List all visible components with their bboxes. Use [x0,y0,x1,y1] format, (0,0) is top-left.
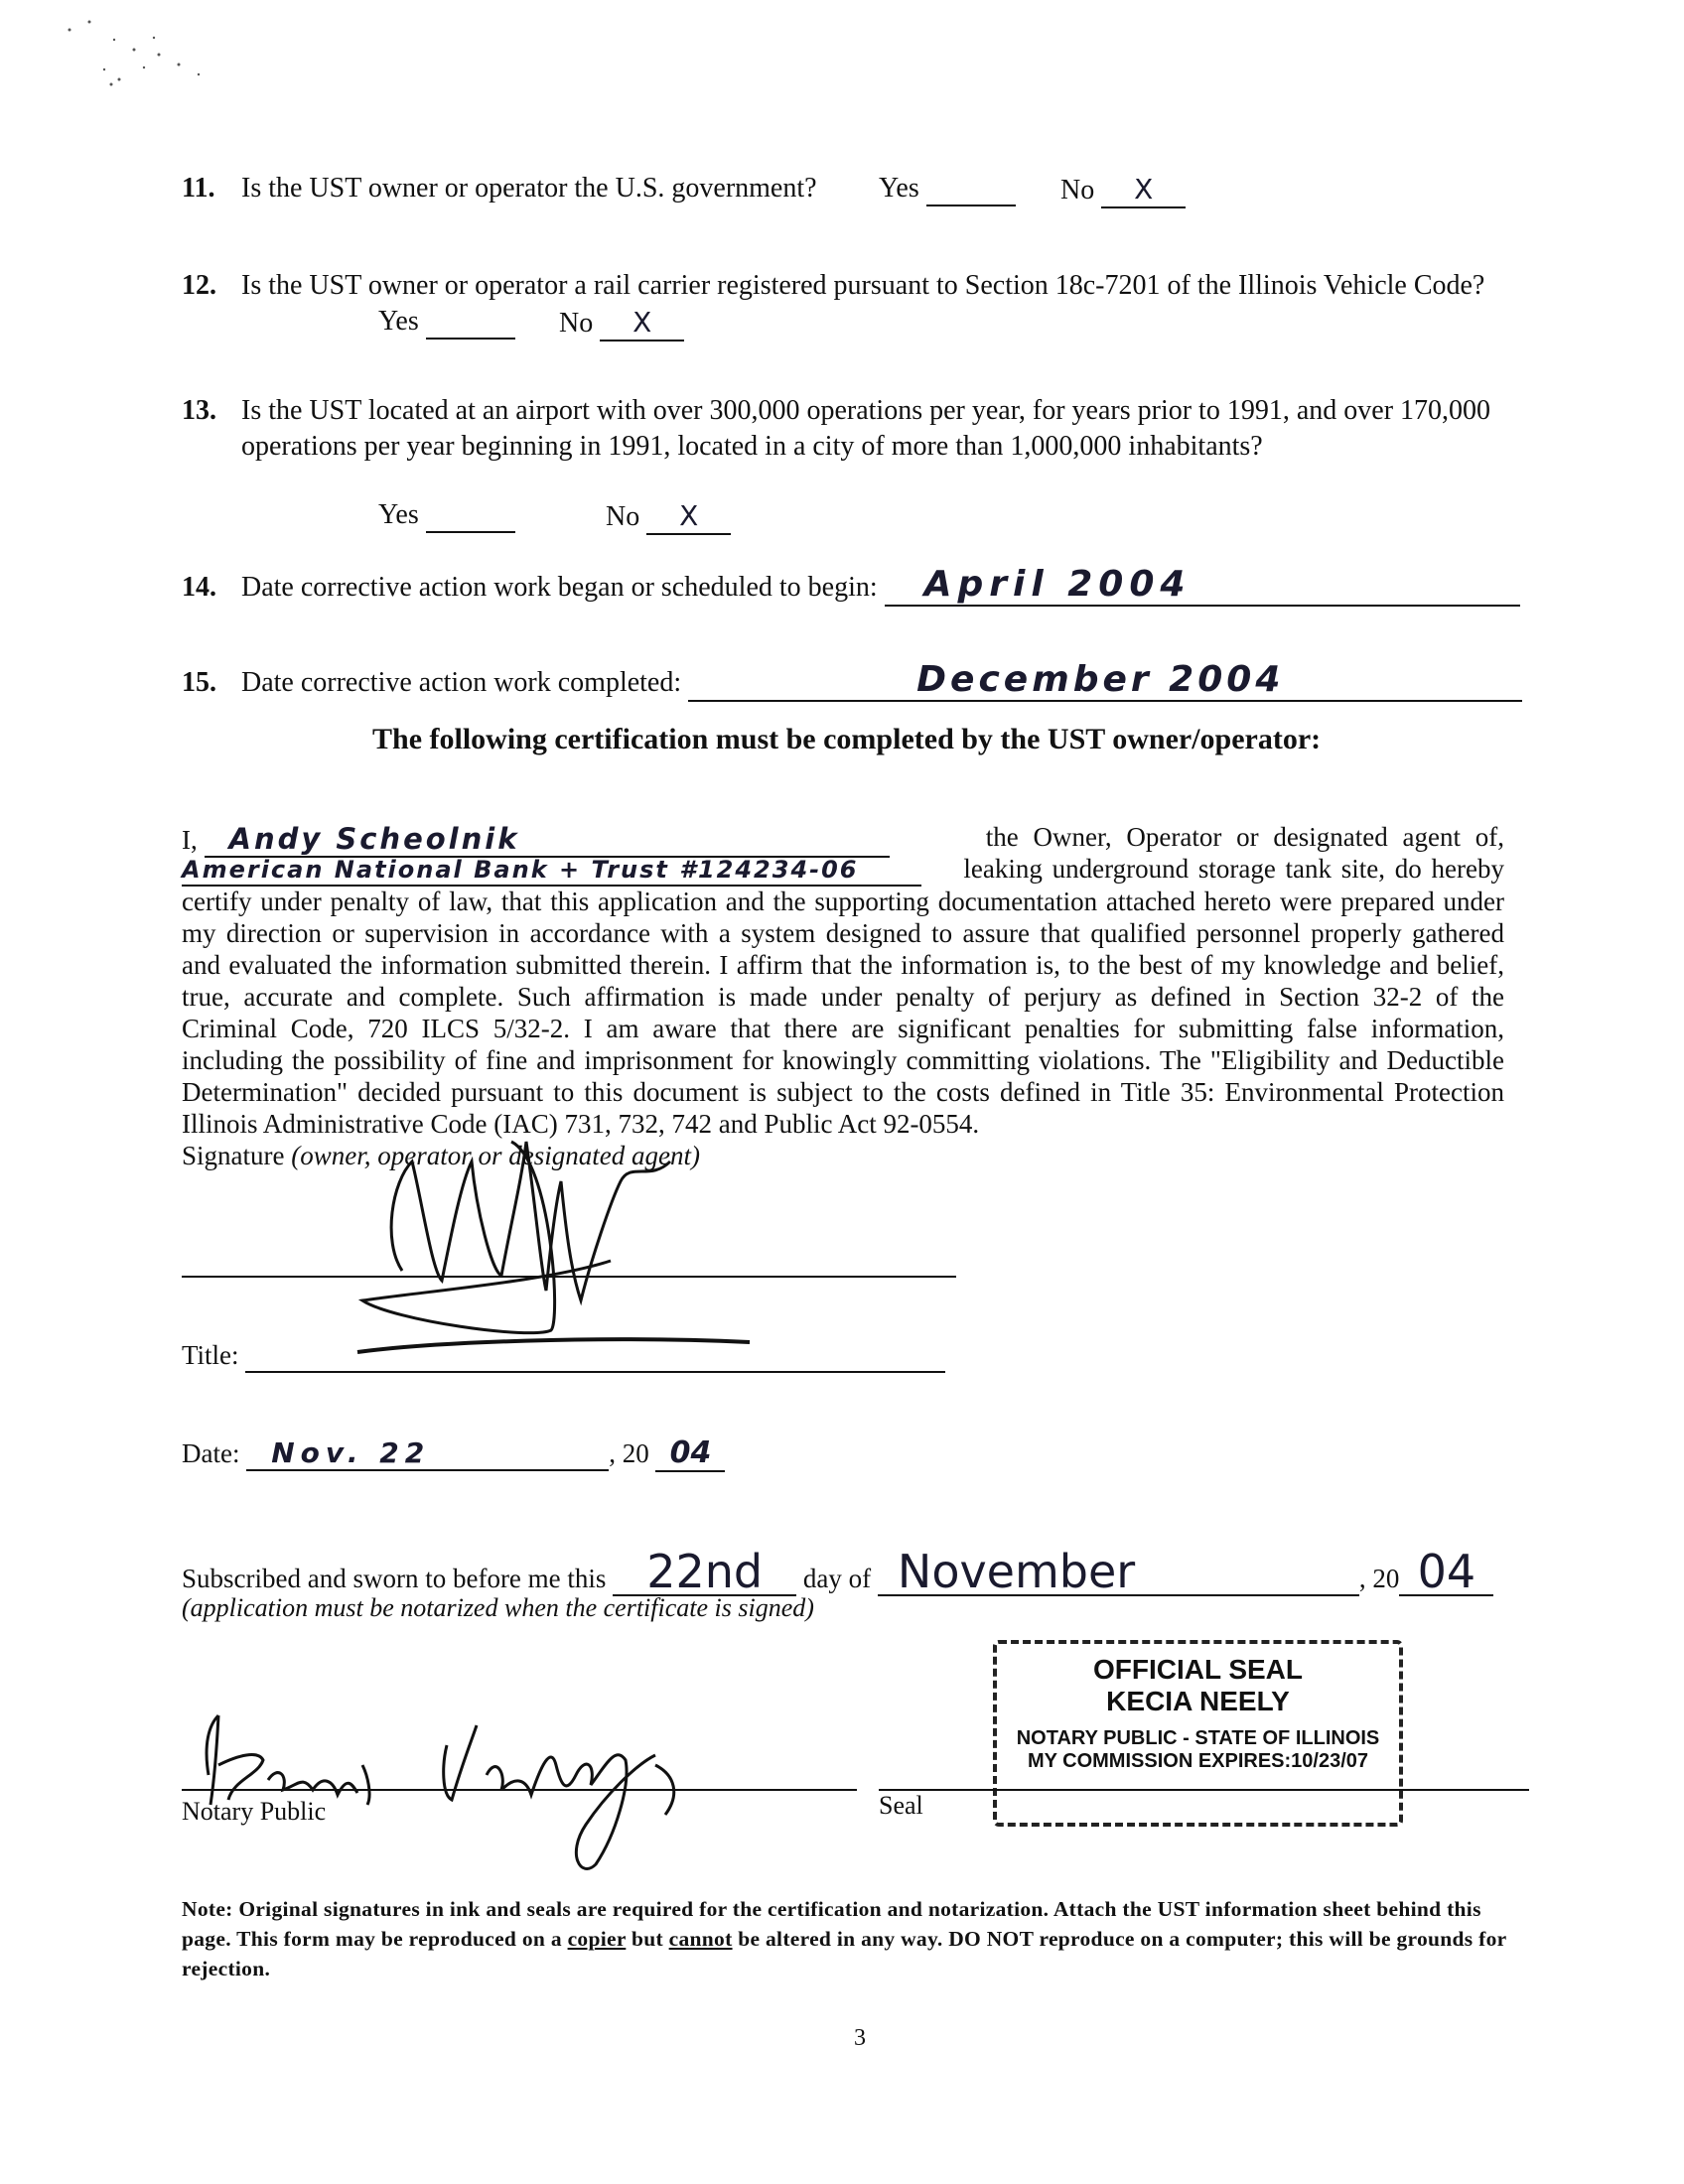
seal-line: KECIA NEELY [1106,1686,1290,1716]
certifier-name: Andy Scheolnik [228,822,520,856]
official-seal-stamp [993,1640,1403,1827]
answer-mark: X [1134,173,1154,205]
notarize-instruction: (application must be notarized when the certificate is signed) [182,1593,814,1622]
question-text: Date corrective action work completed: [241,667,682,698]
notary-label: Notary Public [182,1797,327,1826]
signature-label: Signature [182,1141,285,1170]
question-15 [182,659,1522,702]
certification-heading: The following certification must be completed by the UST owner/operator: [372,723,1322,755]
seal-line[interactable] [879,1789,1529,1791]
question-number: 12. [182,270,216,301]
question-text: Is the UST owner or operator the U.S. government? [241,173,817,204]
day-of-label: day of [802,1564,872,1593]
cert-role-text: the Owner, Operator or designated agent of, [985,822,1504,852]
q11-yes [879,173,1016,206]
owner-signature-icon [352,1122,770,1370]
sworn-row [182,1545,1493,1598]
cert-last-line: Illinois Administrative Code (IAC) 731, 732, 742 and Public Act 92-0554. [182,1109,980,1139]
yes-blank[interactable] [426,499,515,533]
question-text: operations per year beginning in 1991, located in a city of more than 1,000,000 inhabitants? [241,431,1263,462]
question-number: 15. [182,667,216,698]
question-11 [182,173,817,205]
note-text: be altered in any way. DO NOT reproduce on a computer; this will be grounds for rejection. [182,1927,1507,1980]
question-text: Date corrective action work began or scheduled to begin: [241,572,878,603]
certification-line-name [182,822,1504,858]
question-number: 14. [182,572,216,603]
question-number: 11. [182,173,215,204]
note-text: but [626,1927,669,1951]
certifier-name-field[interactable] [205,822,890,858]
notary-year-field[interactable] [1399,1545,1493,1598]
cert-body-line: Criminal Code, 720 ILCS 5/32-2. I am aware that there are significant penalties for submitting false information, [182,1014,1504,1043]
note-text: Note: Original signatures in ink and seals are required for the certification and notarization. Attach the UST information sheet behind this page. This form may be reproduced on a [182,1897,1481,1951]
yes-label: Yes [378,499,419,530]
cert-body-line: Determination" decided pursuant to this document is subject to the costs defined in Title 35: Environmental Protection [182,1077,1504,1107]
year-prefix: , 20 [1358,1564,1400,1593]
no-label: No [559,308,594,339]
yes-blank[interactable] [426,306,515,340]
yes-label: Yes [378,306,419,337]
question-number: 13. [182,395,216,426]
question-text: Is the UST located at an airport with over 300,000 operations per year, for years prior to 1991, and over 170,000 [241,395,1491,426]
yes-label: Yes [879,173,919,204]
note-cannot: cannot [668,1927,733,1951]
note-copier: copier [567,1927,627,1951]
cert-body-line: my direction or supervision in accordance with a system designed to assure that qualified personnel properly gathered [182,918,1504,948]
yes-blank[interactable] [926,173,1016,206]
scan-noise-icon [60,10,258,109]
begin-date-value: April 2004 [923,564,1192,605]
day-value: 22nd [646,1545,764,1598]
site-suffix: leaking underground storage tank site, do hereby [963,854,1504,884]
seal-label: Seal [879,1791,923,1820]
begin-date-field[interactable] [885,564,1520,607]
note-block [182,1894,1532,1983]
cert-prefix: I, [182,825,198,855]
question-14 [182,564,1520,607]
answer-mark: X [632,306,652,339]
year-field[interactable] [655,1435,725,1472]
notary-year-value: 04 [1417,1545,1476,1598]
no-label: No [1060,175,1095,205]
sworn-text: Subscribed and sworn to before me this [182,1564,607,1593]
q13-no [606,499,731,535]
notary-signature-line[interactable] [182,1789,857,1791]
question-text: Is the UST owner or operator a rail carrier registered pursuant to Section 18c-7201 of the Illinois Vehicle Code? [241,270,1485,301]
no-blank[interactable] [646,499,731,535]
question-12 [182,270,1484,302]
title-row [182,1340,945,1373]
certification-line-site [182,854,1504,887]
q12-no [559,306,684,341]
month-field[interactable] [878,1545,1359,1598]
q13-yes [378,499,515,533]
notary-signature-icon [189,1706,695,1884]
cert-body-line: true, accurate and complete. Such affirmation is made under penalty of perjury as defined in Section 32-2 of the [182,982,1504,1012]
question-13 [182,395,1490,427]
date-field[interactable] [246,1436,609,1471]
cert-body-line: certify under penalty of law, that this application and the supporting documentation attached hereto were prepared under [182,887,1504,916]
q12-yes [378,306,515,340]
seal-line: MY COMMISSION EXPIRES:10/23/07 [1027,1750,1369,1772]
no-blank[interactable] [600,306,684,341]
cert-body-line: including the possibility of fine and imprisonment for knowingly committing violations. The "Eligibility and Deductible [182,1045,1504,1075]
completed-date-value: December 2004 [916,659,1285,700]
completed-date-field[interactable] [688,659,1522,702]
no-blank[interactable] [1101,173,1186,208]
page-number: 3 [854,2025,866,2051]
date-row [182,1435,725,1472]
month-value: November [897,1545,1136,1598]
date-value: Nov. 22 [271,1436,431,1469]
date-label: Date: [182,1438,240,1468]
seal-line: OFFICIAL SEAL [1092,1654,1304,1685]
title-label: Title: [182,1340,239,1370]
site-name: American National Bank + Trust #124234-06 [182,856,859,884]
question-13-line2 [241,431,1263,463]
q11-no [1060,173,1186,208]
answer-mark: X [679,499,699,532]
seal-line: NOTARY PUBLIC - STATE OF ILLINOIS [1016,1727,1380,1749]
year-prefix: , 20 [609,1438,649,1468]
cert-body-line: and evaluated the information submitted therein. I affirm that the information is, to the best of my knowledge and belief, [182,950,1504,980]
no-label: No [606,501,640,532]
site-name-field[interactable] [182,854,921,887]
day-field[interactable] [613,1545,796,1598]
signature-hint: (owner, operator or designated agent) [291,1141,700,1170]
title-field[interactable] [245,1340,945,1373]
year-value: 04 [669,1435,712,1470]
